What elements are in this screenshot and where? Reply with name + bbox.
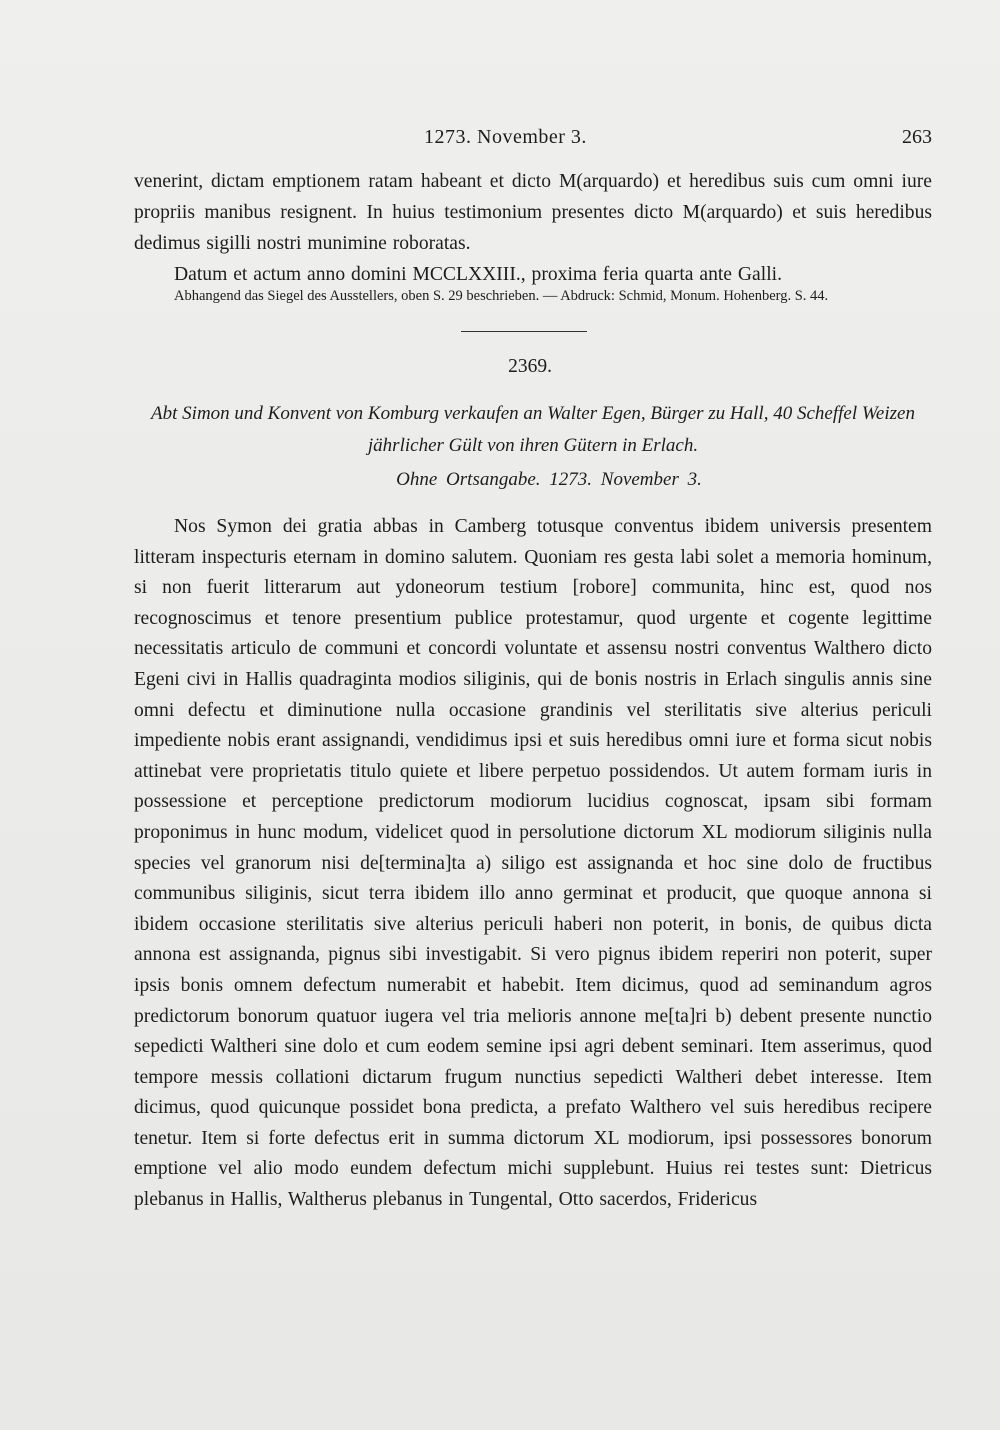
- body-paragraph: Nos Symon dei gratia abbas in Camberg totusque conventus ibidem universis presentem litteram inspecturis eternam in domino salutem. Quoniam res gesta labi solet a memoria hominum, si non fuerit litterarum aut ydoneorum testium [robore] communita, hinc est, quod nos recognoscimus et tenore presentium publice protestamur, quod urgente et cogente legittime necessitatis articulo de communi et concordi voluntate et assensu nostri conventus Walthero dicto Egeni civi in Hallis quadraginta modios siliginis, qui de bonis nostris in Erlach singulis annis sine omni defectu et diminutione nulla occasione grandinis vel sterilitatis sive alterius periculi impediente nobis erant assignandi, vendidimus ipsi et suis heredibus omni iure et forma sicut nobis attinebat vere proprietatis titulo quiete et libere perpetuo possidendos. Ut autem formam iuris in possessione et perceptione predictorum modiorum lucidius cognoscat, ipsam sibi formam proponimus in hunc modum, videlicet quod in persolutione dictorum XL modiorum siliginis nulla species vel granorum nisi de[termina]ta a) siligo est assignanda et hoc sine dolo de fructibus communibus siliginis, sicut terra ibidem illo anno germinat et producit, que quoque annona si ibidem occasione sterilitatis sive alterius periculi haberi non poterit, in bonis, de quibus dicta annona est assignanda, pignus sibi investigabit. Si vero pignus ibidem reperiri non poterit, super ipsis bonis omnem defectum numerabit et habebit. Item dicimus, quod ad seminandum agros predictorum bonorum quatuor iugera vel tria melioris annone me[ta]ri b) debent presente nunctio sepedicti Waltheri sine dolo et cum eodem semine ipsi agri debent seminari. Item asserimus, quod tempore messis collationi dictarum frugum nunctius sepedicti Waltheri debet interesse. Item dicimus, quod quicunque possidet bona predicta, a prefato Walthero vel suis heredibus recipere tenetur. Item si forte defectus erit in summa dictorum XL modiorum, ipsi possessores bonorum emptione vel alio modo eundem defectum michi supplebunt. Huius rei testes sunt: Dietricus plebanus in Hallis, Waltherus plebanus in Tungental, Otto sacerdos, Fridericus: [134, 516, 932, 1211]
- document-regest: Abt Simon und Konvent von Komburg verkaufen an Walter Egen, Bürger zu Hall, 40 Scheffel Weizen jährlicher Gült von ihren Gütern in Erlach.: [151, 403, 915, 456]
- document-number: 2369.: [508, 356, 552, 377]
- section-divider: [461, 331, 587, 332]
- page-number: 263: [902, 126, 932, 148]
- document-dateline: Ohne Ortsangabe. 1273. November 3.: [396, 469, 702, 490]
- document-body: [134, 512, 932, 1216]
- source-note: Abhangend das Siegel des Ausstellers, oben S. 29 beschrieben. — Abdruck: Schmid, Monum. Hohenberg. S. 44.: [174, 288, 829, 304]
- datum-line: Datum et actum anno domini MCCLXXIII., proxima feria quarta ante Galli.: [174, 264, 782, 285]
- preceding-document-end: [134, 166, 932, 290]
- page-header: [132, 122, 932, 152]
- running-head: 1273. November 3.: [424, 126, 587, 148]
- closing-paragraph: venerint, dictam emptionem ratam habeant et dicto M(arquardo) et heredibus suis cum omni iure propriis manibus resignent. In huius testimonium presentes dicto M(arquardo) et suis heredibus dedimus sigilli nostri munimine roboratas.: [134, 171, 932, 254]
